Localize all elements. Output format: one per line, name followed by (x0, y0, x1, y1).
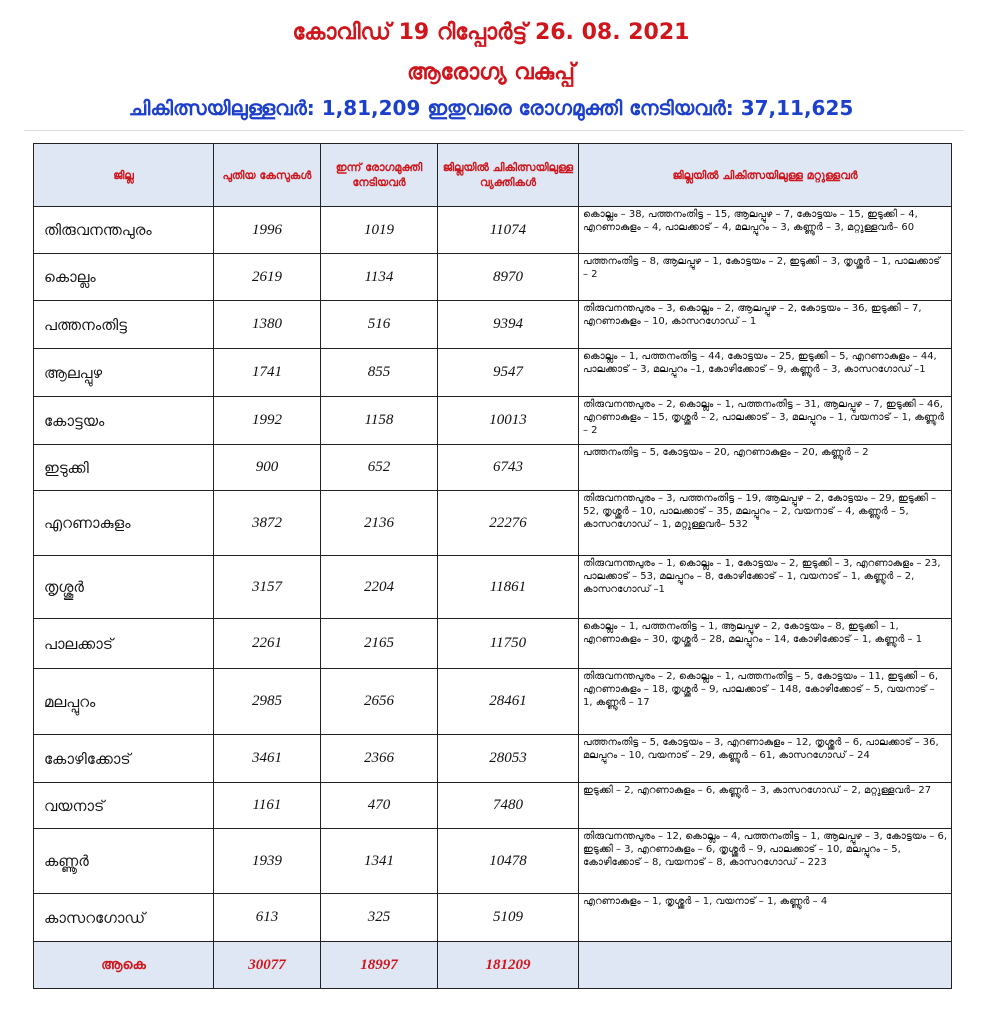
new-cases-cell: 3872 (214, 491, 321, 556)
others-cell: തിരുവനന്തപുരം – 1, കൊല്ലം – 1, കോട്ടയം – 2, ഇടുക്കി – 3, എറണാകുളം – 23, പാലക്കാട് – 53, മലപ്പുറം – 8, കോഴിക്കോട് – 1, വയനാട് – 1, കണ്ണൂർ – 2, കാസറഗോഡ് –1 (579, 556, 952, 619)
new-cases-cell: 1741 (214, 349, 321, 397)
table-row (34, 301, 952, 349)
table-row (34, 207, 952, 254)
new-cases-cell: 3157 (214, 556, 321, 619)
under-treatment-cell: 28053 (438, 735, 579, 783)
under-treatment-cell: 9547 (438, 349, 579, 397)
recovered-cell: 470 (321, 783, 438, 829)
table-row (34, 829, 952, 894)
department-name: ആരോഗ്യ വകുപ്പ് (407, 60, 575, 85)
others-cell: പത്തനംതിട്ട – 5, കോട്ടയം – 3, എറണാകുളം – 12, തൃശ്ശൂർ – 6, പാലക്കാട് – 36, മലപ്പുറം – 10, വയനാട് – 29, കണ്ണൂർ – 61, കാസറഗോഡ് – 24 (579, 735, 952, 783)
table-row (34, 894, 952, 942)
table-row (34, 735, 952, 783)
district-name: ആലപ്പുഴ (34, 349, 214, 397)
total-under-treatment: 181209 (438, 942, 579, 989)
recovered-cell: 1134 (321, 254, 438, 301)
district-name: മലപ്പുറം (34, 669, 214, 735)
others-cell: പത്തനംതിട്ട – 8, ആലപ്പുഴ – 1, കോട്ടയം – 2, ഇടുക്കി – 3, തൃശ്ശൂർ – 1, പാലക്കാട് – 2 (579, 254, 952, 301)
under-treatment-cell: 11750 (438, 619, 579, 669)
col-header-others: ജില്ലയിൽ ചികിത്സയിലുള്ള മറ്റുള്ളവർ (579, 144, 952, 207)
district-name: കോഴിക്കോട് (34, 735, 214, 783)
new-cases-cell: 1996 (214, 207, 321, 254)
district-name: കണ്ണൂർ (34, 829, 214, 894)
district-name: പത്തനംതിട്ട (34, 301, 214, 349)
new-cases-cell: 2619 (214, 254, 321, 301)
others-cell: തിരുവനന്തപുരം – 12, കൊല്ലം – 4, പത്തനംതിട്ട – 1, ആലപ്പുഴ – 3, കോട്ടയം – 6, ഇടുക്കി – 3, എറണാകുളം – 6, തൃശ്ശൂർ – 9, പാലക്കാട് – 10, മലപ്പുറം – 5, കോഴിക്കോട് – 8, വയനാട് – 8, കാസറഗോഡ് – 223 (579, 829, 952, 894)
under-treatment-cell: 9394 (438, 301, 579, 349)
table-row (34, 556, 952, 619)
recovered-cell: 1158 (321, 397, 438, 445)
district-name: തിരുവനന്തപുരം (34, 207, 214, 254)
total-row (34, 942, 952, 989)
district-name: പാലക്കാട് (34, 619, 214, 669)
under-treatment-cell: 22276 (438, 491, 579, 556)
total-new-cases: 30077 (214, 942, 321, 989)
recovered-cell: 1341 (321, 829, 438, 894)
under-treatment-cell: 10013 (438, 397, 579, 445)
district-name: കോട്ടയം (34, 397, 214, 445)
table-row (34, 619, 952, 669)
total-others (579, 942, 952, 989)
table-row (34, 445, 952, 491)
table-row (34, 491, 952, 556)
recovered-cell: 325 (321, 894, 438, 942)
others-cell: തിരുവനന്തപുരം – 2, കൊല്ലം – 1, പത്തനംതിട്ട – 31, ആലപ്പുഴ – 7, ഇടുക്കി – 46, എറണാകുളം – 15, തൃശ്ശൂർ – 2, പാലക്കാട് – 3, മലപ്പുറം – 1, വയനാട് – 1, കണ്ണൂർ – 2 (579, 397, 952, 445)
under-treatment-cell: 11861 (438, 556, 579, 619)
new-cases-cell: 1992 (214, 397, 321, 445)
recovered-cell: 652 (321, 445, 438, 491)
district-name: എറണാകുളം (34, 491, 214, 556)
district-name: തൃശ്ശൂർ (34, 556, 214, 619)
total-recovered: 18997 (321, 942, 438, 989)
under-treatment-cell: 28461 (438, 669, 579, 735)
covid-district-table (33, 143, 952, 989)
new-cases-cell: 2985 (214, 669, 321, 735)
total-label: ആകെ (34, 942, 214, 989)
new-cases-cell: 900 (214, 445, 321, 491)
recovered-cell: 516 (321, 301, 438, 349)
others-cell: പത്തനംതിട്ട – 5, കോട്ടയം – 20, എറണാകുളം – 20, കണ്ണൂർ – 2 (579, 445, 952, 491)
district-name: കാസറഗോഡ് (34, 894, 214, 942)
new-cases-cell: 3461 (214, 735, 321, 783)
recovered-cell: 2165 (321, 619, 438, 669)
new-cases-cell: 2261 (214, 619, 321, 669)
district-name: ഇടുക്കി (34, 445, 214, 491)
others-cell: തിരുവനന്തപുരം – 2, കൊല്ലം – 1, പത്തനംതിട്ട – 5, കോട്ടയം – 11, ഇടുക്കി – 6, എറണാകുളം – 18, തൃശ്ശൂർ – 9, പാലക്കാട് – 148, കോഴിക്കോട് – 5, വയനാട് – 1, കണ്ണൂർ – 17 (579, 669, 952, 735)
header-divider (24, 130, 964, 131)
table-row (34, 783, 952, 829)
district-name: കൊല്ലം (34, 254, 214, 301)
under-treatment-cell: 11074 (438, 207, 579, 254)
table-row (34, 397, 952, 445)
others-cell: എറണാകുളം – 1, തൃശ്ശൂർ – 1, വയനാട് – 1, കണ്ണൂർ – 4 (579, 894, 952, 942)
new-cases-cell: 1939 (214, 829, 321, 894)
table-row (34, 349, 952, 397)
new-cases-cell: 1161 (214, 783, 321, 829)
under-treatment-cell: 10478 (438, 829, 579, 894)
report-title: കോവിഡ് 19 റിപ്പോർട്ട് 26. 08. 2021 (292, 20, 690, 45)
others-cell: തിരുവനന്തപുരം – 3, പത്തനംതിട്ട – 19, ആലപ്പുഴ – 2, കോട്ടയം – 29, ഇടുക്കി – 52, തൃശ്ശൂർ – 10, പാലക്കാട് – 35, മലപ്പുറം – 2, വയനാട് – 4, കണ്ണൂർ – 5, കാസറഗോഡ് – 1, മറ്റുള്ളവർ– 532 (579, 491, 952, 556)
under-treatment-cell: 8970 (438, 254, 579, 301)
recovered-cell: 855 (321, 349, 438, 397)
col-header-under-treatment: ജില്ലയിൽ ചികിത്സയിലുള്ള വ്യക്തികൾ (438, 144, 579, 207)
under-treatment-cell: 5109 (438, 894, 579, 942)
recovered-cell: 1019 (321, 207, 438, 254)
others-cell: കൊല്ലം – 1, പത്തനംതിട്ട – 1, ആലപ്പുഴ – 2, കോട്ടയം – 8, ഇടുക്കി – 1, എറണാകുളം – 30, തൃശ്ശൂർ – 28, മലപ്പുറം – 14, കോഴിക്കോട് – 1, കണ്ണൂർ – 1 (579, 619, 952, 669)
table-row (34, 254, 952, 301)
recovered-cell: 2366 (321, 735, 438, 783)
others-cell: ഇടുക്കി – 2, എറണാകുളം – 6, കണ്ണൂർ – 3, കാസറഗോഡ് – 2, മറ്റുള്ളവർ– 27 (579, 783, 952, 829)
recovered-cell: 2204 (321, 556, 438, 619)
others-cell: തിരുവനന്തപുരം – 3, കൊല്ലം – 2, ആലപ്പുഴ – 2, കോട്ടയം – 36, ഇടുക്കി – 7, എറണാകുളം – 10, കാസറഗോഡ് – 1 (579, 301, 952, 349)
others-cell: കൊല്ലം – 1, പത്തനംതിട്ട – 44, കോട്ടയം – 25, ഇടുക്കി – 5, എറണാകുളം – 44, പാലക്കാട് – 3, മലപ്പുറം –1, കോഴിക്കോട് – 9, കണ്ണൂർ – 3, കാസറഗോഡ് –1 (579, 349, 952, 397)
summary-line: ചികിത്സയിലുള്ളവർ: 1,81,209 ഇതുവരെ രോഗമുക്തി നേടിയവർ: 37,11,625 (128, 96, 854, 120)
new-cases-cell: 1380 (214, 301, 321, 349)
others-cell: കൊല്ലം – 38, പത്തനംതിട്ട – 15, ആലപ്പുഴ – 7, കോട്ടയം – 15, ഇടുക്കി – 4, എറണാകുളം – 4, പാലക്കാട് – 4, മലപ്പുറം – 3, കണ്ണൂർ – 3, മറ്റുള്ളവർ– 60 (579, 207, 952, 254)
under-treatment-cell: 7480 (438, 783, 579, 829)
col-header-district: ജില്ല (34, 144, 214, 207)
district-name: വയനാട് (34, 783, 214, 829)
recovered-cell: 2136 (321, 491, 438, 556)
new-cases-cell: 613 (214, 894, 321, 942)
under-treatment-cell: 6743 (438, 445, 579, 491)
table-header-row (34, 144, 952, 207)
recovered-cell: 2656 (321, 669, 438, 735)
table-row (34, 669, 952, 735)
col-header-recovered: ഇന്ന് രോഗമുക്തി നേടിയവർ (321, 144, 438, 207)
col-header-new-cases: പുതിയ കേസുകൾ (214, 144, 321, 207)
